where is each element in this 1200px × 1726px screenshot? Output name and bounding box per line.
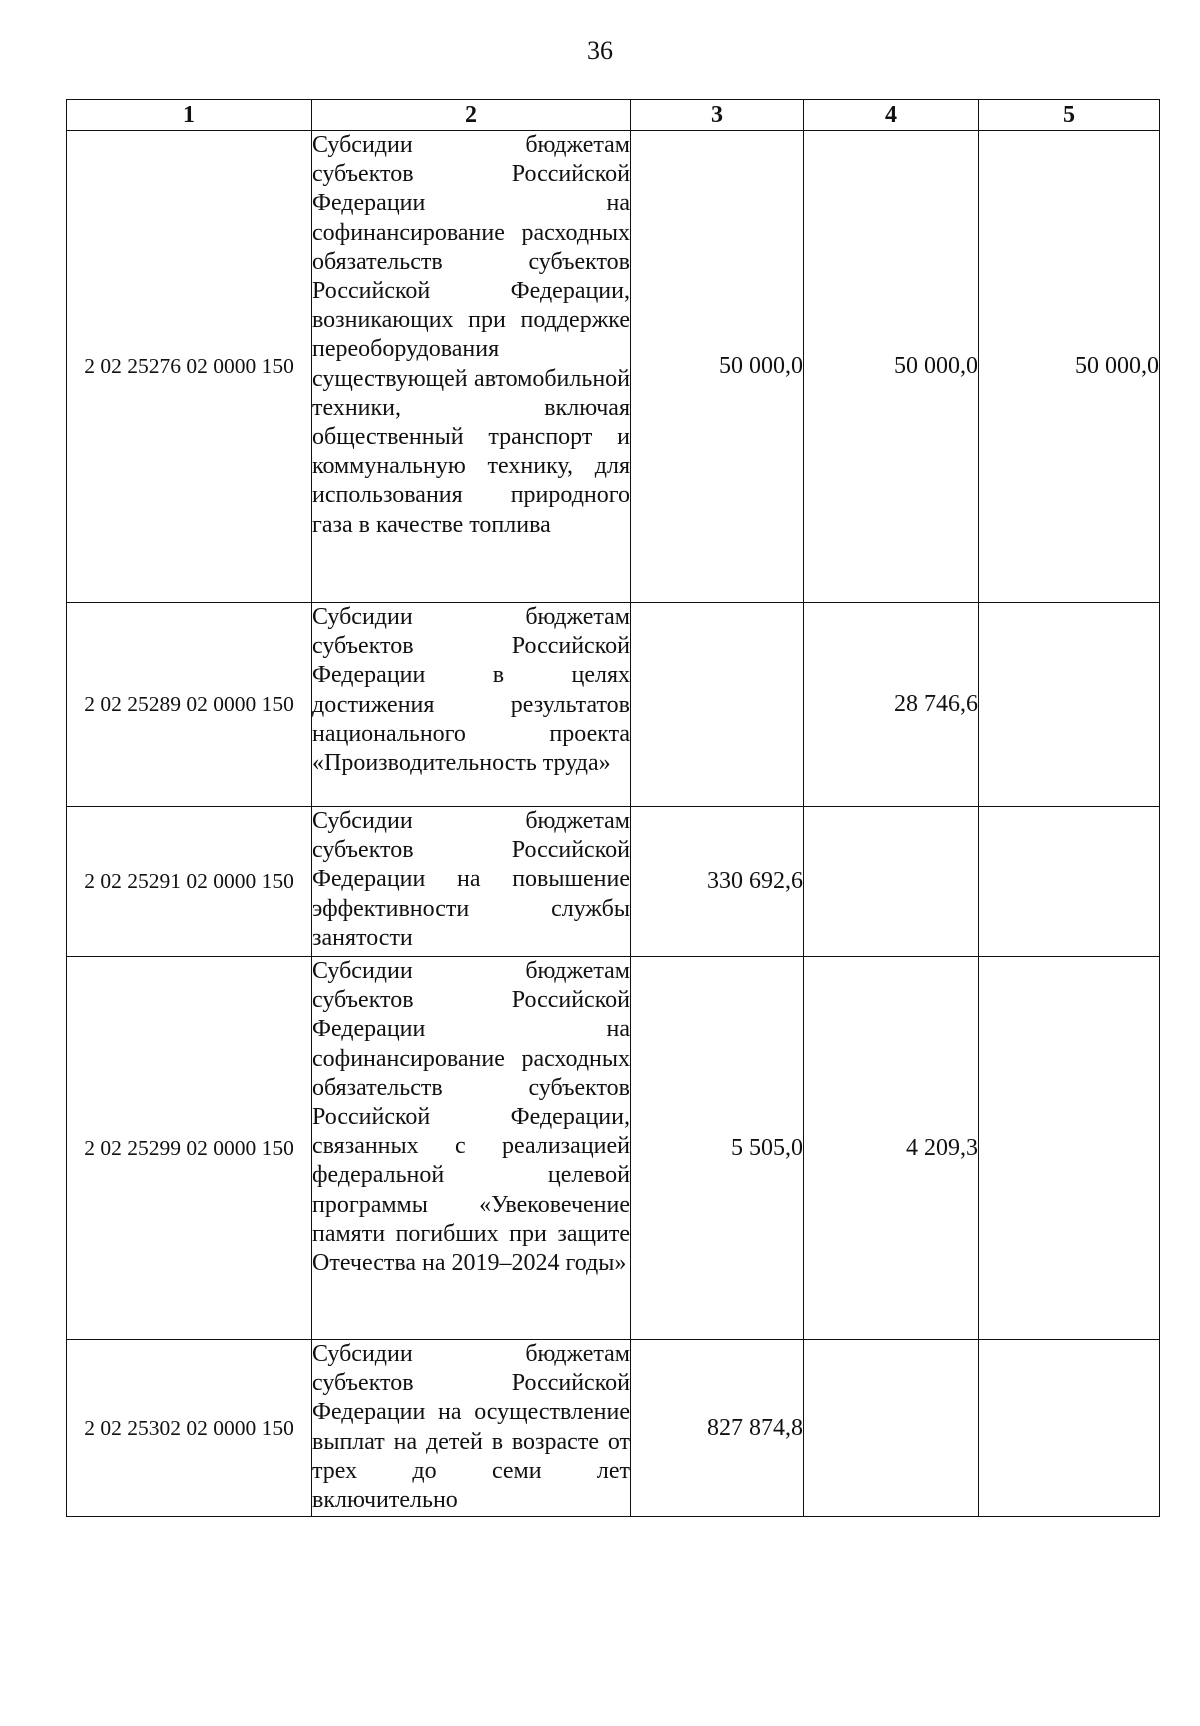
row-code: 2 02 25289 02 0000 150 — [67, 603, 312, 807]
table-header-row — [67, 100, 1160, 131]
column-header-2: 2 — [312, 100, 631, 131]
column-header-1: 1 — [67, 100, 312, 131]
row-description: Субсидии бюджетам субъектов Российской Федерации на осуществление выплат на детей в возрасте от трех до семи лет включительно — [312, 1340, 631, 1517]
row-value-col5 — [979, 1340, 1160, 1517]
row-description: Субсидии бюджетам субъектов Российской Федерации в целях достижения результатов национального проекта «Производительность труда» — [312, 603, 631, 807]
row-description: Субсидии бюджетам субъектов Российской Федерации на повышение эффективности службы занятости — [312, 807, 631, 957]
row-value-col3: 330 692,6 — [631, 807, 804, 957]
row-code: 2 02 25276 02 0000 150 — [67, 131, 312, 603]
table-row — [67, 957, 1160, 1340]
row-value-col3: 50 000,0 — [631, 131, 804, 603]
row-value-col4: 50 000,0 — [804, 131, 979, 603]
row-value-col5: 50 000,0 — [979, 131, 1160, 603]
row-value-col5 — [979, 957, 1160, 1340]
column-header-4: 4 — [804, 100, 979, 131]
column-header-3: 3 — [631, 100, 804, 131]
row-value-col4 — [804, 807, 979, 957]
row-value-col3: 5 505,0 — [631, 957, 804, 1340]
table-row — [67, 603, 1160, 807]
row-value-col5 — [979, 807, 1160, 957]
budget-table — [66, 99, 1160, 1517]
row-code: 2 02 25302 02 0000 150 — [67, 1340, 312, 1517]
column-header-5: 5 — [979, 100, 1160, 131]
row-code: 2 02 25291 02 0000 150 — [67, 807, 312, 957]
row-value-col4: 4 209,3 — [804, 957, 979, 1340]
row-description: Субсидии бюджетам субъектов Российской Федерации на софинансирование расходных обязательств субъектов Российской Федерации, возникающих при поддержке переоборудования существующей автомобильной техники, включая общественный транспорт и коммунальную технику, для использования природного газа в качестве топлива — [312, 131, 631, 603]
table-row — [67, 1340, 1160, 1517]
row-description: Субсидии бюджетам субъектов Российской Федерации на софинансирование расходных обязательств субъектов Российской Федерации, связанных с реализацией федеральной целевой программы «Увековечение памяти погибших при защите Отечества на 2019–2024 годы» — [312, 957, 631, 1340]
row-value-col5 — [979, 603, 1160, 807]
row-value-col4: 28 746,6 — [804, 603, 979, 807]
row-value-col3: 827 874,8 — [631, 1340, 804, 1517]
table-row — [67, 807, 1160, 957]
row-value-col3 — [631, 603, 804, 807]
table-row — [67, 131, 1160, 603]
page-number: 36 — [587, 36, 613, 65]
row-code: 2 02 25299 02 0000 150 — [67, 957, 312, 1340]
row-value-col4 — [804, 1340, 979, 1517]
